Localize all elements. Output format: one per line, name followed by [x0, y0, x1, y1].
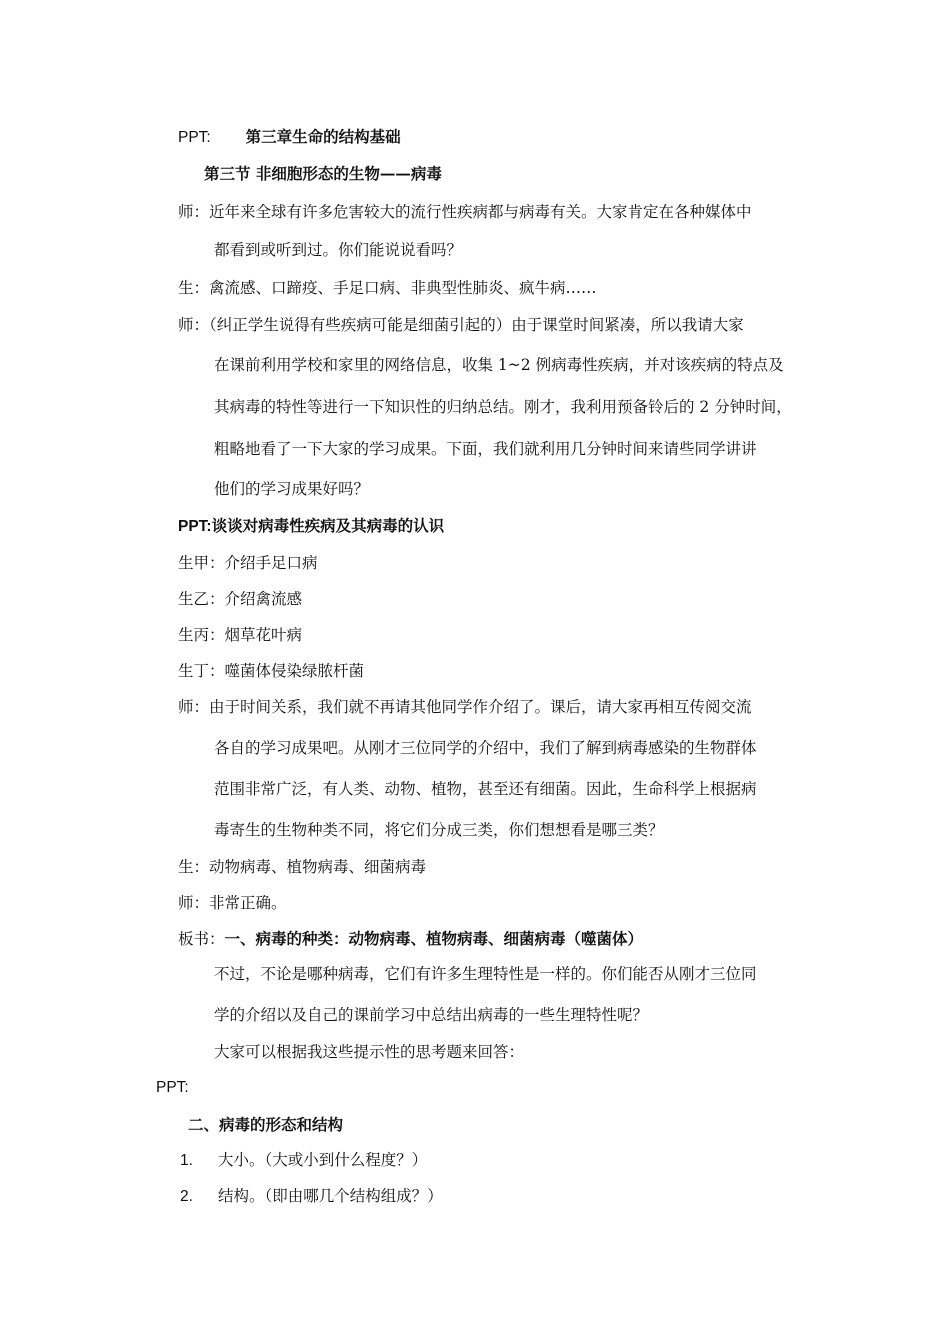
dialogue-line: 师：（纠正学生说得有些疾病可能是细菌引起的）由于课堂时间紧凑，所以我请大家	[178, 316, 744, 334]
dialogue-line: 师：由于时间关系，我们就不再请其他同学作介绍了。课后，请大家再相互传阅交流	[178, 698, 752, 716]
dialogue-line: 大家可以根据我这些提示性的思考题来回答：	[214, 1043, 525, 1061]
dialogue-line: 粗略地看了一下大家的学习成果。下面，我们就利用几分钟时间来请些同学讲讲	[214, 440, 757, 458]
student-line: 生丙：烟草花叶病	[178, 626, 303, 644]
ppt-heading	[178, 127, 401, 148]
dialogue-line: 毒寄生的生物种类不同，将它们分成三类，你们想想看是哪三类？	[214, 821, 664, 839]
student-line: 生丁：噬菌体侵染绿脓杆菌	[178, 662, 365, 680]
ppt-section-title: 二、病毒的形态和结构	[188, 1115, 344, 1134]
ppt-topic-text: 谈谈对病毒性疾病及其病毒的认识	[211, 516, 445, 535]
dialogue-line: 不过，不论是哪种病毒，它们有许多生理特性是一样的。你们能否从刚才三位同	[214, 965, 757, 983]
student-line: 生乙：介绍禽流感	[178, 590, 303, 608]
item-number: 2.	[180, 1188, 193, 1205]
board-note	[178, 929, 643, 949]
numbered-item	[180, 1186, 443, 1207]
dialogue-line: 他们的学习成果好吗？	[214, 480, 370, 498]
dialogue-line: 各自的学习成果吧。从刚才三位同学的介绍中，我们了解到病毒感染的生物群体	[214, 739, 757, 757]
chapter-title: 第三章生命的结构基础	[245, 127, 401, 146]
ppt-label: PPT:	[156, 1079, 189, 1096]
dialogue-line: 都看到或听到过。你们能说说看吗？	[214, 241, 463, 259]
dialogue-line: 其病毒的特性等进行一下知识性的归纳总结。刚才，我利用预备铃后的 2 分钟时间，	[214, 398, 792, 416]
student-line: 生甲：介绍手足口病	[178, 554, 318, 572]
dialogue-line: 在课前利用学校和家里的网络信息，收集 1~2 例病毒性疾病，并对该疾病的特点及	[214, 356, 784, 374]
dialogue-line: 师：非常正确。	[178, 894, 287, 912]
ppt-label: PPT:	[178, 129, 211, 146]
board-text: 一、病毒的种类：动物病毒、植物病毒、细菌病毒（噬菌体）	[224, 929, 644, 948]
dialogue-line: 生：动物病毒、植物病毒、细菌病毒	[178, 858, 427, 876]
dialogue-line: 师：近年来全球有许多危害较大的流行性疾病都与病毒有关。大家肯定在各种媒体中	[178, 203, 752, 221]
board-label: 板书：	[178, 930, 225, 948]
item-text: 大小。（大或小到什么程度？）	[218, 1151, 428, 1169]
item-text: 结构。（即由哪几个结构组成？）	[218, 1187, 443, 1205]
ppt-label: PPT:	[178, 518, 212, 535]
numbered-item	[180, 1150, 427, 1171]
dialogue-line: 范围非常广泛，有人类、动物、植物，甚至还有细菌。因此，生命科学上根据病	[214, 780, 757, 798]
dialogue-line: 学的介绍以及自己的课前学习中总结出病毒的一些生理特性呢？	[214, 1006, 649, 1024]
item-number: 1.	[180, 1152, 193, 1169]
dialogue-line: 生：禽流感、口蹄疫、手足口病、非典型性肺炎、疯牛病……	[178, 279, 597, 297]
ppt-topic	[178, 516, 444, 537]
section-title: 第三节 非细胞形态的生物——病毒	[204, 164, 442, 183]
